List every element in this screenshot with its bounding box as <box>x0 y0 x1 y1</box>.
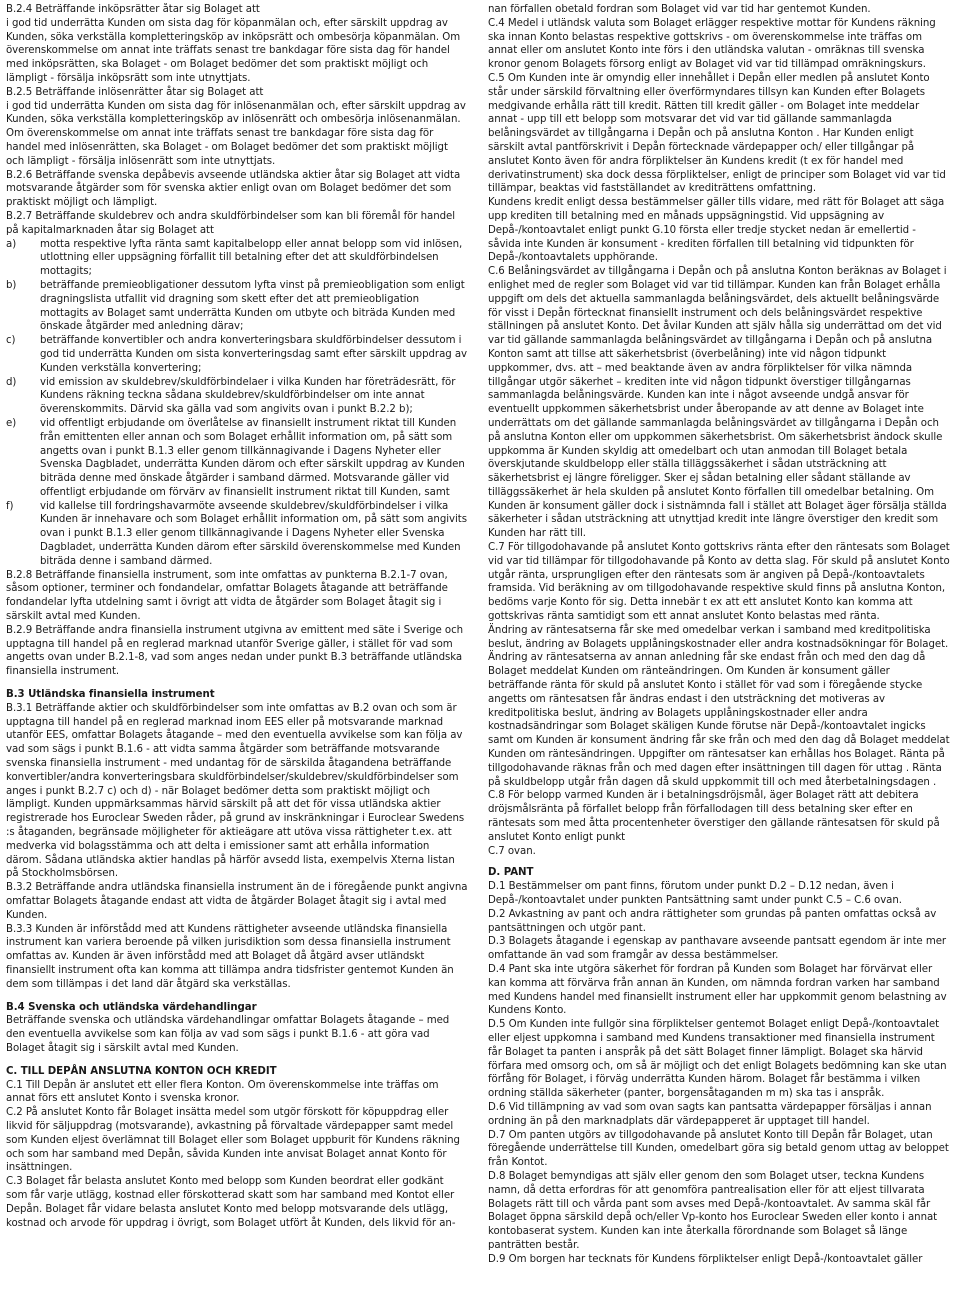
paragraph: D.7 Om panten utgörs av tillgodohavande på anslutet Konto till Depån får Bolaget, utan föregående underrättelse till Kunden, omedelbart göra sig betald genom uttag av beloppet från Kontot. <box>488 1129 949 1169</box>
section-heading: B.4 Svenska och utländska värdehandlingar <box>6 1001 257 1013</box>
paragraph: Ändring av räntesatserna får ske med omedelbar verkan i samband med kreditpolitiska beslut, ändring av Bolagets upplåningskostnader eller andra kostnadsökningar för Bolaget. Ändring av räntesatserna av annan anledning får ske endast från och med den dag då Bolaget meddelat Kunden om ränteändringen. Om Kunden är konsument gäller beträffande ränta för skuld på anslutet Konto i stället för vad som i föregående stycke angetts om räntesatsen får ändras endast i den utsträckning det motiveras av kreditpolitiska beslut, ändring av Bolagets upplåningskostnader eller andra kostnadsändringar som Bolaget skäligen Kunde förutse när Depå-/kontoavtalet ingicks samt om Kunden är konsument ändring får ske från och med den dag då Bolaget meddelat Kunden om räntesändringen. Uppgifter om räntesatser kan erhållas hos Bolaget. Ränta på tillgodohavande räknas från och med dagen efter insättningen till dagen för uttag . Ränta på skuldbelopp utgår från dagen då skuld uppkommit till och med återbetalningsdagen . <box>488 624 950 788</box>
list-item-text: beträffande premieobligationer dessutom lyfta vinst på premieobligation som enligt dragningslista utfallit vid dragning som skett efter det att premieobligation mottagits av Bolaget samt underrätta Kunden om utbyte och biträda Kunden med önskade åtgärder med anledning därav; <box>40 279 465 333</box>
paragraph: C.7 ovan. <box>488 845 536 857</box>
section-heading: B.3 Utländska finansiella instrument <box>6 689 215 701</box>
paragraph: B.2.8 Beträffande finansiella instrument, som inte omfattas av punkterna B.2.1-7 ovan, såsom optioner, terminer och fondandelar, omfattar Bolagets åtagande att beträffande fondandelar lyfta utdelning samt i övrigt att vidta de åtgärder som Bolaget åtagit sig i särskilt avtal med Kunden. <box>6 569 448 623</box>
paragraph: C.1 Till Depån är anslutet ett eller flera Konton. Om överenskommelse inte träffas om annat förs ett anslutet Konto i svenska kronor. <box>6 1079 439 1105</box>
paragraph: D.5 Om Kunden inte fullgör sina förpliktelser gentemot Bolaget enligt Depå-/kontoavtalet eller eljest uppkomna i samband med Kundens transaktioner med finansiella instrument får Bolaget ta panten i anspråk på det sätt Bolaget finner lämpligt. Bolaget ska härvid förfara med omsorg och, om så är möjligt och det enligt Bolagets bedömning kan ske utan förfång för Bolaget, i förväg underrätta Kunden härom. Bolaget får bestämma i vilken ordning ställda säkerheter (panter, borgensåtaganden m m) ska tas i anspråk. <box>488 1019 947 1100</box>
paragraph: D.9 Om borgen har tecknats för Kundens förpliktelser enligt Depå-/kontoavtalet gäller <box>488 1253 923 1265</box>
paragraph: C.7 För tillgodohavande på anslutet Konto gottskrivs ränta efter den räntesats som Bolaget vid var tid tillämpar för tillgodohavande på Konto av detta slag. För skuld på anslutet Konto utgår ränta, ursprungligen efter den räntesats som är angiven på Depå-/kontoavtalets framsida. Vid beräkning av om tillgodohavande respektive skuld finns på anslutna Konton, bedöms varje Konto för sig. Detta innebär t ex att ett anslutet Konto kan komma att gottskrivas ränta samtidigt som ett annat anslutet Konto belastas med ränta. <box>488 542 950 623</box>
right-column <box>488 3 950 1296</box>
paragraph: C.8 För belopp varmed Kunden är i betalningsdröjsmål, äger Bolaget rätt att debitera dröjsmålsränta på förfallet belopp från förfallodagen till dess betalning sker efter en räntesats som med åtta procentenheter överstiger den gällande räntesatsen för skuld på anslutet Konto enligt punkt <box>488 790 940 843</box>
list-item-text: beträffande konvertibler och andra konverteringsbara skuldförbindelser dessutom i god tid underrätta Kunden om sista konverteringsdag samt efter särskilt uppdrag av Kunden verkställa konvertering; <box>40 335 468 374</box>
paragraph: D.1 Bestämmelser om pant finns, förutom under punkt D.2 – D.12 nedan, även i Depå-/kontoavtalet under punkten Pantsättning samt under punkt C.5 – C.6 ovan. <box>488 881 902 906</box>
paragraph: B.2.6 Beträffande svenska depåbevis avseende utländska aktier åtar sig Bolaget att vidta motsvarande åtgärder som för svenska aktier enligt ovan om Bolaget bedömer det som praktiskt möjligt och lämpligt. <box>6 169 461 209</box>
paragraph: D.4 Pant ska inte utgöra säkerhet för fordran på Kunden som Bolaget har förvärvat eller kan komma att förvärva från annan än Kunden, om nämnda fordran varken har samband med Kundens handel med finansiellt instrument eller har uppkommit genom belastning av Kundens Konto. <box>488 963 947 1017</box>
paragraph: B.3.2 Beträffande andra utländska finansiella instrument än de i föregående punkt angivna omfattar Bolagets åtagande endast att vidta de åtgärder Bolaget åtagit sig i avtal med Kunden. <box>6 882 468 921</box>
list-item-label: e) <box>6 417 17 429</box>
list-item-text: motta respektive lyfta ränta samt kapitalbelopp eller annat belopp som vid inlösen, utlottning eller uppsägning förfallit till betalning efter det att skuldförbindelsen mottagits; <box>40 238 463 278</box>
paragraph: B.2.5 Beträffande inlösenrätter åtar sig Bolaget att i god tid underrätta Kunden om sista dag för inlösenanmälan och, efter särskilt uppdrag av Kunden, söka verkställa kompletteringsköp av inlösenrätt och ombesörja inlösenanmälan. Om överenskommelse om annat inte träffats senast tre bankdagar före sista dag för handel med inlösenrätten, ska Bolaget - om Bolaget bedömer det som praktiskt möjligt och lämpligt - försälja inlösenrätt som inte utnyttjats. <box>6 86 466 167</box>
paragraph: B.2.7 Beträffande skuldebrev och andra skuldförbindelser som kan bli föremål för handel på kapitalmarknaden åtar sig Bolaget att <box>6 210 456 236</box>
list-item-text: vid kallelse till fordringshavarmöte avseende skuldebrev/skuldförbindelser i vilka Kunden är innehavare och som Bolaget erhållit information om, på sätt som angivits ovan i punkt B.1.3 eller genom tillkännagivande i Dagens Nyheter eller Svenska Dagbladet, underrätta Kunden därom efter särskild överenskommelse med Kunden biträda denne i samband därmed. <box>40 500 467 567</box>
list-item-label: b) <box>6 279 17 291</box>
paragraph: C.6 Belåningsvärdet av tillgångarna i Depån och på anslutna Konton beräknas av Bolaget i enlighet med de regler som Bolaget vid var tid tillämpar. Kunden kan från Bolaget erhålla uppgift om dels det aktuella sammanlagda belåningsvärdet, dels aktuellt belåningsvärde för visst i Depån förtecknat finansiellt instrument och dels belåningsvärdet respektive ställningen på anslutet Konto. Det åvilar Kunden att själv hålla sig underrättad om det vid var tid gällande sammanlagda belåningsvärdet av tillgångarna i Depån och på anslutna Konton samt att tillse att säkerhetsbrist (överbelåning) inte vid någon tidpunkt uppkommer, dvs. att – med beaktande även av andra förpliktelser för vilka nämnda tillgångar utgör säkerhet – krediten inte vid någon tidpunkt överstiger tillgångarnas sammanlagda belåningsvärde. Kunden kan inte i något avseende undgå ansvar för eventuellt uppkommen säkerhetsbrist under åberopande av att denne av Bolaget inte underrättats om det gällande sammanlagda belåningsvärdet av tillgångarna i Depån och på anslutna Konton eller om uppkommen säkerhetsbrist. Om säkerhetsbrist ändock skulle uppkomma är Kunden skyldig att omedelbart och utan anmodan till Bolaget betala överskjutande skuldbelopp eller ställa tilläggssäkerhet i sådan utsträckning att säkerhetsbrist ej längre föreligger. Sker ej sådan betalning eller sådant ställande av tilläggssäkerhet är hela skulden på anslutet Konto förfallen till omedelbar betalning. Om Kunden är konsument gäller dock i sistnämnda fall i stället att Bolaget äger försälja ställda säkerheter i sådan utsträckning att utnyttjad kredit inte längre överstiger den kredit som Kunden har rätt till. <box>488 266 947 540</box>
paragraph: D.3 Bolagets åtagande i egenskap av panthavare avseende pantsatt egendom är inte mer omfattande än vad som framgår av dessa bestämmelser. <box>488 936 947 962</box>
paragraph: C.3 Bolaget får belasta anslutet Konto med belopp som Kunden beordrat eller godkänt som får varje utlägg, kostnad eller förskotterad skatt som har samband med Kontot eller Depån. Bolaget får vidare belasta anslutet Konto med belopp motsvarande dels utlägg, kostnad och arvode för uppdrag i övrigt, som Bolaget utfört åt Kunden, dels likvid för an- <box>6 1176 456 1229</box>
paragraph: nan förfallen obetald fordran som Bolaget vid var tid har gentemot Kunden. <box>488 4 871 15</box>
paragraph: Beträffande svenska och utländska värdehandlingar omfattar Bolagets åtagande – med den eventuella avvikelse som kan följa av vad som sägs i punkt B.1.6 - att göra vad Bolaget åtagit sig i särskilt avtal med Kunden. <box>6 1015 450 1054</box>
list-item-label: f) <box>6 500 14 512</box>
list-item <box>6 334 468 375</box>
paragraph: C.5 Om Kunden inte är omyndig eller innehållet i Depån eller medlen på anslutet Konto står under särskild förvaltning eller överförmyndares tillsyn kan Kunden efter Bolagets medgivande erhålla rätt till kredit. Rätten till kredit gäller - om Bolaget inte meddelar annat - upp till ett belopp som motsvarar det vid var tid gällande sammanlagda belåningsvärdet av tillgångarna i Depån och på anslutna Konton . Har Kunden enligt särskilt avtal pantförskrivit i Depån förtecknade värdepapper och/ eller tillgångar på anslutet Konto även för andra förpliktelser än Kundens kredit (t ex för handel med derivatinstrument) ska dock dessa förpliktelser, enligt de principer som Bolaget vid var tid tillämpar, beaktas vid fastställandet av krediträttens omfattning. <box>488 72 946 195</box>
left-column <box>6 3 468 1296</box>
paragraph: D.8 Bolaget bemyndigas att själv eller genom den som Bolaget utser, teckna Kundens namn, då detta erfordras för att genomföra pantrealisation eller för att eljest tillvarata Bolagets rätt till och vårda pant som avses med Depå-/kontoavtalet. Av samma skäl får Bolaget öppna särskild depå och/eller Vp-konto hos Euroclear Sweden eller konto i annat kontobaserat system. Kunden kan inte återkalla förordnande som Bolaget så länge panträtten består. <box>488 1170 938 1251</box>
paragraph: D.2 Avkastning av pant och andra rättigheter som grundas på panten omfattas också av pantsättningen och utgör pant. <box>488 908 937 934</box>
section-heading: C. TILL DEPÅN ANSLUTNA KONTON OCH KREDIT <box>6 1065 277 1077</box>
section-heading: D. PANT <box>488 867 534 879</box>
list-item-text: vid emission av skuldebrev/skuldförbindelaer i vilka Kunden har företrädesrätt, för Kundens räkning teckna sådana skuldebrev/skuldförbindelser om inte annat överenskommits. Därvid ska gälla vad som angivits ovan i punkt B.2.2 b); <box>40 376 456 416</box>
paragraph: D.6 Vid tillämpning av vad som ovan sagts kan pantsatta värdepapper försäljas i annan ordning än på den marknadplats där värdepapperet är upptaget till handel. <box>488 1101 932 1127</box>
list-item <box>6 376 468 417</box>
list-item <box>6 279 468 334</box>
paragraph: B.2.9 Beträffande andra finansiella instrument utgivna av emittent med säte i Sverige och upptagna till handel på en reglerad marknad utanför Sverige gäller, i stället för vad som angetts ovan under B.2.1-8, vad som anges nedan under punkt B.3 beträffande utländska finansiella instrument. <box>6 624 464 678</box>
list-item-label: d) <box>6 376 17 388</box>
list-item-label: a) <box>6 238 17 250</box>
paragraph: C.2 På anslutet Konto får Bolaget insätta medel som utgör förskott för köpuppdrag eller likvid för säljuppdrag (motsvarande), avkastning på förvaltade värdepapper samt medel som Kunden eljest överlämnat till Bolaget eller som Bolaget uppburit för Kundens räkning och som har samband med Depån, såvida Kunden inte anvisat Bolaget annat Konto för insättningen. <box>6 1107 460 1174</box>
list-item <box>6 238 468 279</box>
paragraph: B.3.3 Kunden är införstådd med att Kundens rättigheter avseende utländska finansiella instrument kan variera beroende på vilken jurisdiktion som dessa finansiella instrument omfattas av. Kunden är även införstådd med att Bolaget då åtgärd avser utländskt finansiellt instrument ofta kan komma att tillämpa andra tidsfrister gentemot Kunden än dem som tillämpas i det land där åtgärd ska verkställas. <box>6 923 454 990</box>
paragraph: Kundens kredit enligt dessa bestämmelser gäller tills vidare, med rätt för Bolaget att säga upp krediten till betalning med en månads uppsägningstid. Vid uppsägning av Depå-/kontoavtalet enligt punkt G.10 första eller tredje stycket nedan är emellertid - såvida inte Kunden är konsument - krediten förfallen till betalning vid tidpunkten för Depå-/kontoavtalets upphörande. <box>488 197 945 264</box>
list-item-text: vid offentligt erbjudande om överlåtelse av finansiellt instrument riktat till Kunden från emittenten eller annan och som Bolaget erhållit information om, på sätt som angetts ovan i punkt B.1.3 eller genom tillkännagivande i Dagens Nyheter eller Svenska Dagbladet, underrätta Kunden därom och efter särskilt uppdrag av Kunden biträda denne med önskade åtgärder i samband därmed. Motsvarande gäller vid offentligt erbjudande om förvärv av finansiellt instrument riktat till Kunden, samt <box>40 417 465 498</box>
list-item <box>6 417 468 500</box>
paragraph: B.2.4 Beträffande inköpsrätter åtar sig Bolaget att i god tid underrätta Kunden om sista dag för köpanmälan och, efter särskilt uppdrag av Kunden, söka verkställa kompletteringsköp av inköpsrätt och ombesörja köpanmälan. Om överenskommelse om annat inte träffats senast tre bankdagar före sista dag för handel med inköpsrätten, ska Bolaget - om Bolaget bedömer det som praktiskt möjligt och lämpligt - försälja inköpsrätt som inte utnyttjats. <box>6 4 461 84</box>
list-item-label: c) <box>6 335 16 347</box>
paragraph: B.3.1 Beträffande aktier och skuldförbindelser som inte omfattas av B.2 ovan och som är upptagna till handel på en reglerad marknad inom EES eller på motsvarande marknad utanför EES, omfattar Bolagets åtagande – med den eventuella avvikelse som kan följa av vad som sägs i punkt B.1.6 - att vidta samma åtgärder som beträffande motsvarande svenska finansiella instrument - med undantag för de särskilda åtagandena beträffande konvertibler/andra konverteringsbara skuldförbindelser/skuldebrev/skuldförbindelser som anges i punkt B.2.7 c) och d) - när Bolaget bedömer detta som praktiskt möjligt och lämpligt. Kunden uppmärksammas härvid särskilt på att det för vissa utländska aktier registrerade hos Euroclear Sweden råder, på grund av inskränkningar i Euroclear Swedens :s åtaganden, begränsade möjligheter för aktieägare att utöva vissa rättigheter t.ex. att medverka vid bolagsstämma och att delta i emissioner samt att erhålla information därom. Sådana utländska aktier handlas på härför avsedd lista, exempelvis Xterna listan på Stockholmsbörsen. <box>6 702 465 880</box>
list-item <box>6 500 468 569</box>
paragraph: C.4 Medel i utländsk valuta som Bolaget erlägger respektive mottar för Kundens räkning ska innan Konto belastas respektive gottskrivs - om överenskommelse inte träffas om annat eller om anslutet Konto inte förs i den utländska valutan - omräknas till svenska kronor genom Bolagets försorg enligt av Bolaget vid var tid tillämpad omräkningskurs. <box>488 17 936 71</box>
